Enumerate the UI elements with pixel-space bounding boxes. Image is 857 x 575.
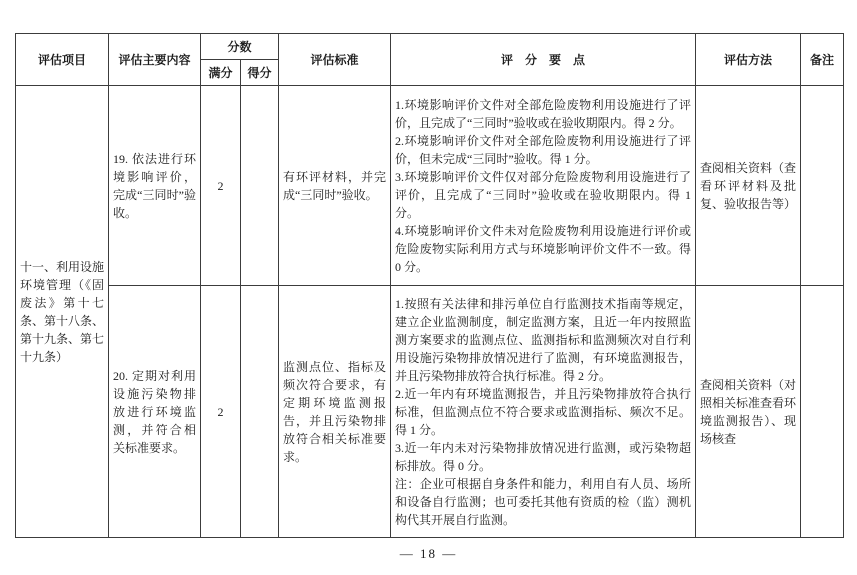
row2-method-cell: 查阅相关资料（对照相关标准查看环境监测报告）、现场核查 <box>696 286 801 538</box>
header-remark: 备注 <box>801 34 844 86</box>
row1-point-4: 4.环境影响评价文件未对危险废物利用设施进行评价或危险废物实际利用方式与环境影响评价文件不一致。得 0 分。 <box>395 223 692 274</box>
header-content: 评估主要内容 <box>109 34 201 86</box>
header-standard: 评估标准 <box>279 34 391 86</box>
table-row <box>16 86 844 286</box>
row2-content-cell: 20. 定期对利用设施污染物排放进行环境监测，并符合相关标准要求。 <box>109 286 201 538</box>
header-score-full: 满分 <box>201 60 241 86</box>
row2-point-1: 1.按照有关法律和排污单位自行监测技术指南等规定，建立企业监测制度，制定监测方案，且近一年内按照监测方案要求的监测点位、监测指标和监测频次对自行利用设施污染物排放情况进行了监测，有环境监测报告，并且污染物排放符合执行标准。得 2 分。 <box>395 296 692 383</box>
row2-points-cell <box>391 286 696 538</box>
row2-obtained-score-cell <box>241 286 279 538</box>
row2-standard-cell: 监测点位、指标及频次符合要求，有定期环境监测报告，并且污染物排放符合相关标准要求。 <box>279 286 391 538</box>
header-score-obtained: 得分 <box>241 60 279 86</box>
header-method: 评估方法 <box>696 34 801 86</box>
row2-point-2: 2.近一年内有环境监测报告，并且污染物排放符合执行标准，但监测点位不符合要求或监测指标、频次不足。得 1 分。 <box>395 386 692 437</box>
row1-point-3: 3.环境影响评价文件仅对部分危险废物利用设施进行了评价，且完成了“三同时”验收或在验收期限内。得 1 分。 <box>395 169 692 220</box>
header-project: 评估项目 <box>16 34 109 86</box>
page-number: — 18 — <box>399 546 458 561</box>
row1-point-1: 1.环境影响评价文件对全部危险废物利用设施进行了评价，且完成了“三同时”验收或在验收期限内。得 2 分。 <box>395 97 692 130</box>
row1-obtained-score-cell <box>241 86 279 286</box>
header-score-group: 分数 <box>201 34 279 60</box>
row2-point-3: 3.近一年内未对污染物排放情况进行监测，或污染物超标排放。得 0 分。 <box>395 440 692 473</box>
table-header <box>16 34 844 86</box>
row1-method-cell: 查阅相关资料（查看环评材料及批复、验收报告等） <box>696 86 801 286</box>
row1-points-cell <box>391 86 696 286</box>
evaluation-table <box>15 33 844 538</box>
header-points: 评 分 要 点 <box>391 34 696 86</box>
row1-content-cell: 19. 依法进行环境影响评价，完成“三同时”验收。 <box>109 86 201 286</box>
row2-point-note: 注：企业可根据自身条件和能力，利用自有人员、场所和设备自行监测；也可委托其他有资质的检（监）测机构代其开展自行监测。 <box>395 476 692 527</box>
row2-remark-cell <box>801 286 844 538</box>
row1-point-2: 2.环境影响评价文件对全部危险废物利用设施进行了评价，但未完成“三同时”验收。得 1 分。 <box>395 133 692 166</box>
row1-standard-cell: 有环评材料，并完成“三同时”验收。 <box>279 86 391 286</box>
row1-full-score-cell: 2 <box>201 86 241 286</box>
project-cell: 十一、利用设施环境管理（《固废法》第十七条、第十八条、第十九条、第七十九条） <box>16 86 109 538</box>
row1-remark-cell <box>801 86 844 286</box>
row2-full-score-cell: 2 <box>201 286 241 538</box>
table-body <box>16 86 844 538</box>
table-row <box>16 286 844 538</box>
